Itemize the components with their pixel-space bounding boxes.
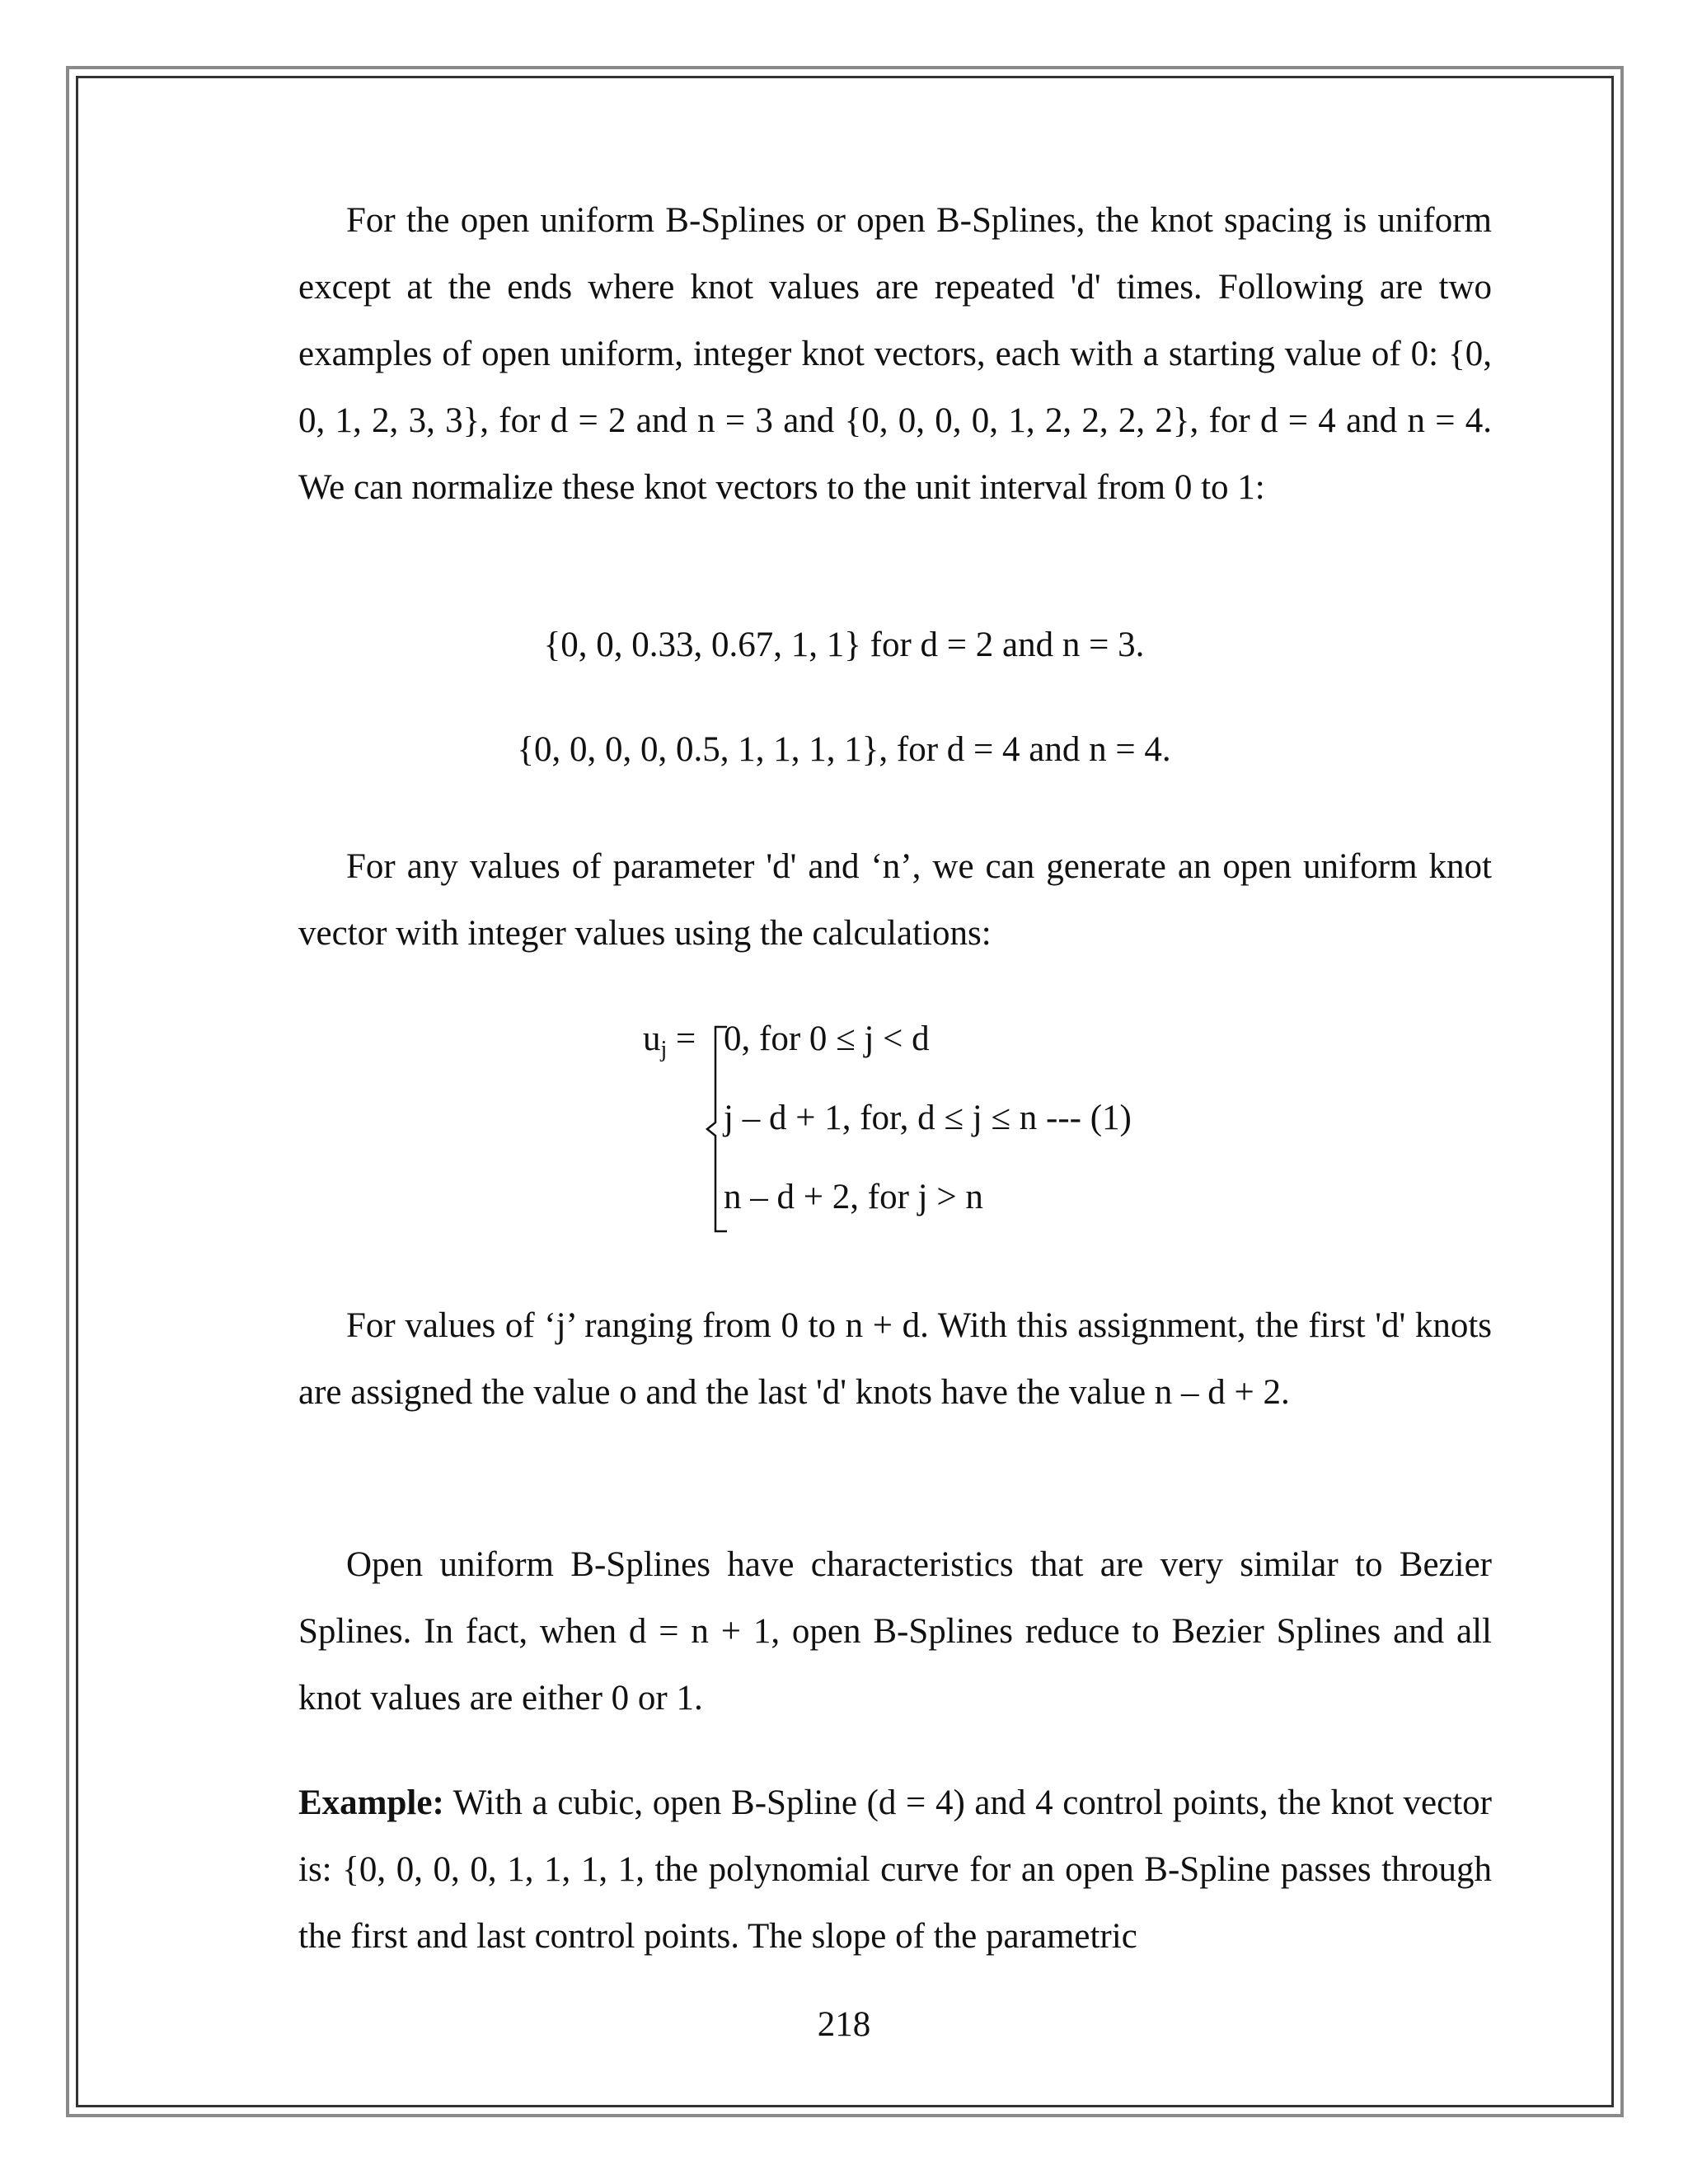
normalized-knot-vector-1: {0, 0, 0.33, 0.67, 1, 1} for d = 2 and n = 3.: [543, 626, 1145, 664]
paragraph-open-uniform-intro: For the open uniform B-Splines or open B-Splines, the knot spacing is uniform except at the ends where knot values are repeated 'd' times. Following are two examples of open uniform, integer knot vectors, each with a starting value of 0: {0, 0, 1, 2, 3, 3}, for d = 2 and n = 3 and {0, 0, 0, 0, 1, 2, 2, 2, 2}, for d = 4 and n = 4. We can normalize these knot vectors to the unit interval from 0 to 1:: [298, 201, 1492, 507]
paragraph-example: [298, 1769, 1492, 1970]
equation-case-3: n – d + 2, for j > n: [724, 1178, 983, 1216]
equation-case-2: j – d + 1, for, d ≤ j ≤ n --- (1): [724, 1099, 1132, 1137]
equation-lhs: [643, 1019, 696, 1063]
equation-case-1: 0, for 0 ≤ j < d: [724, 1019, 930, 1058]
paragraph-j-range: For values of ‘j’ ranging from 0 to n + d. With this assignment, the first 'd' knots are assigned the value o and the last 'd' knots have the value n – d + 2.: [298, 1306, 1492, 1412]
equation-equals: =: [676, 1019, 696, 1058]
page-number: 218: [817, 2005, 871, 2044]
equation-lhs-variable: u: [643, 1019, 661, 1058]
example-label: Example:: [298, 1783, 444, 1822]
paragraph-bezier-similarity: Open uniform B-Splines have characteristics that are very similar to Bezier Splines. In fact, when d = n + 1, open B-Splines reduce to Bezier Splines and all knot values are either 0 or 1.: [298, 1545, 1492, 1718]
equation-lhs-subscript: j: [660, 1037, 668, 1062]
normalized-knot-vector-2: {0, 0, 0, 0, 0.5, 1, 1, 1, 1}, for d = 4 and n = 4.: [517, 730, 1171, 769]
paragraph-generate-knot-vector: For any values of parameter 'd' and ‘n’, we can generate an open uniform knot vector with integer values using the calculations:: [298, 847, 1492, 953]
example-text: With a cubic, open B-Spline (d = 4) and 4 control points, the knot vector is: {0, 0, 0, 0, 1, 1, 1, 1, the polynomial curve for an open B-Spline passes through the first and last control points. The slope of the parametric: [298, 1783, 1492, 1956]
